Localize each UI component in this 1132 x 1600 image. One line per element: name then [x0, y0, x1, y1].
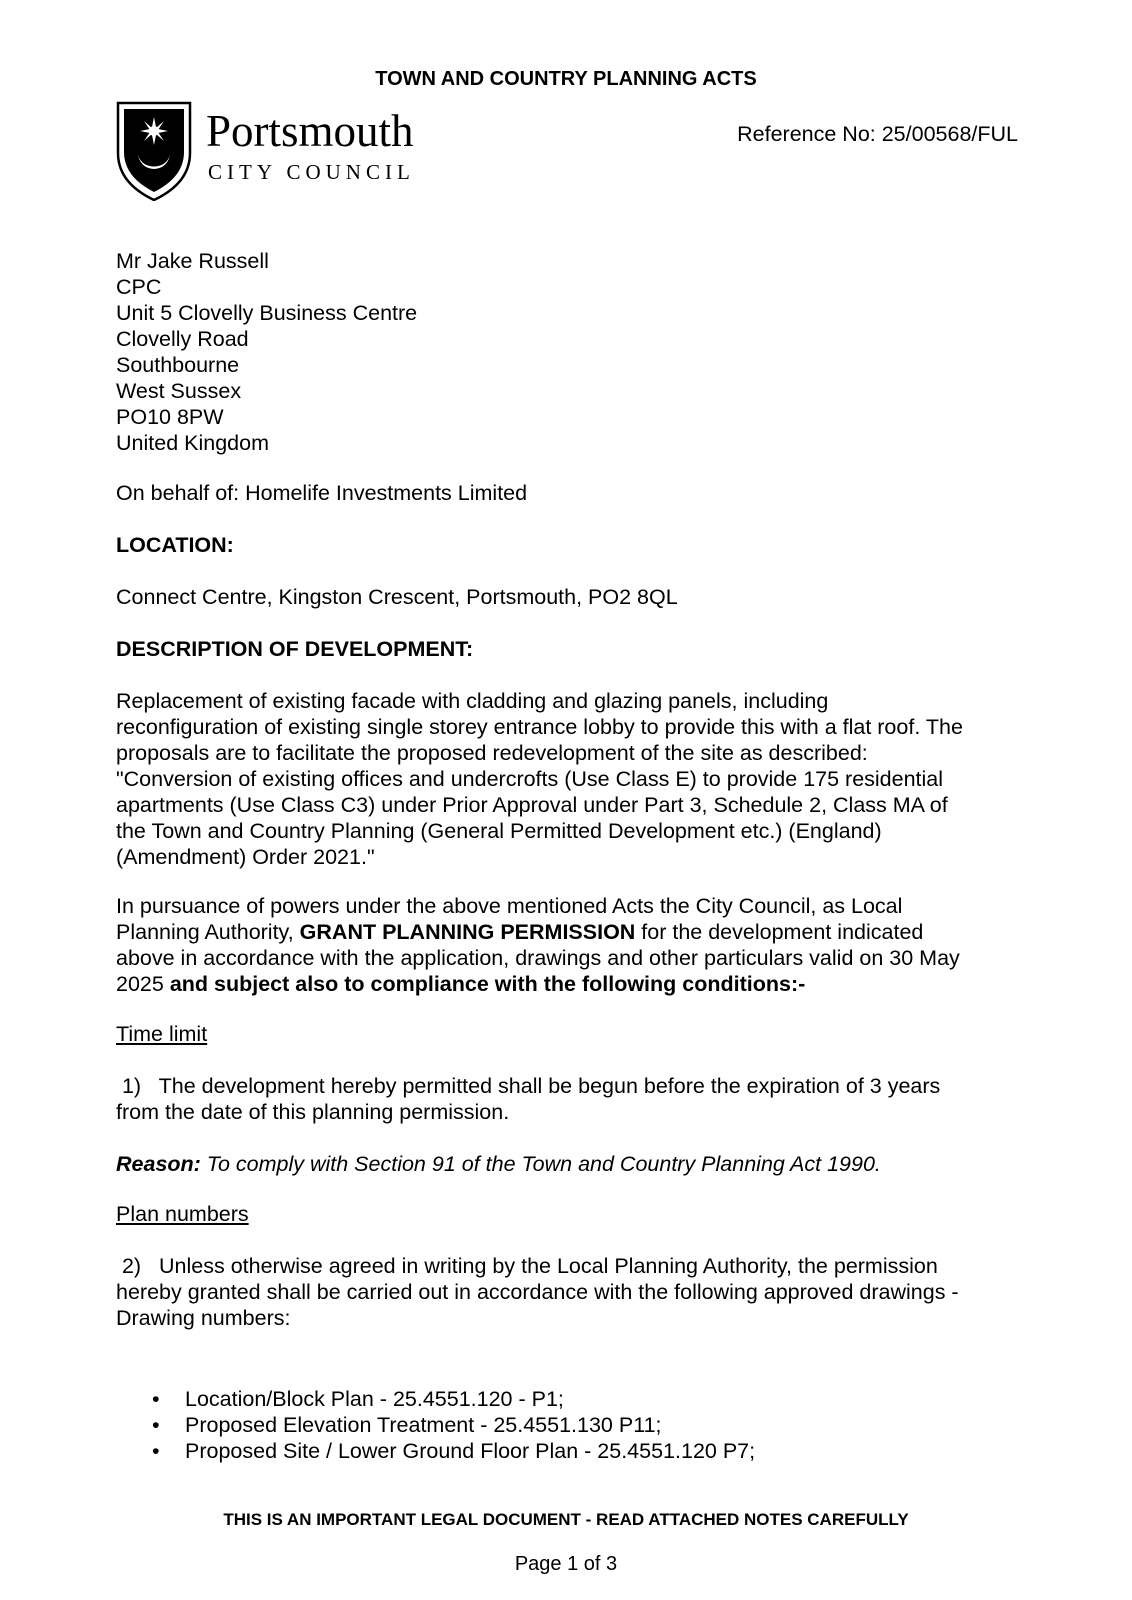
condition-1: [116, 1073, 940, 1125]
address-line: CPC: [116, 275, 162, 299]
address-line: Southbourne: [116, 353, 240, 377]
page-number: Page 1 of 3: [514, 1553, 618, 1575]
recipient-address: [116, 248, 417, 456]
logo-subtitle: CITY COUNCIL: [208, 160, 415, 184]
grant-line: In pursuance of powers under the above mentioned Acts the City Council, as Local: [116, 894, 903, 918]
description-line: (Amendment) Order 2021.": [116, 845, 375, 869]
on-behalf-of: On behalf of: Homelife Investments Limited: [116, 481, 528, 505]
shield-crest-icon: [116, 101, 456, 201]
grant-line: above in accordance with the application, drawings and other particulars valid on 30 May: [116, 946, 960, 970]
address-line: United Kingdom: [116, 431, 269, 455]
grant-line: 2025 and subject also to compliance with the following conditions:-: [116, 972, 806, 996]
description-line: Replacement of existing facade with cladding and glazing panels, including: [116, 689, 829, 713]
condition-line: hereby granted shall be carried out in accordance with the following approved drawings -: [116, 1280, 959, 1304]
address-line: West Sussex: [116, 379, 242, 403]
reason-1: Reason: To comply with Section 91 of the Town and Country Planning Act 1990.: [116, 1152, 881, 1176]
reference-number: Reference No: 25/00568/FUL: [737, 122, 1018, 146]
grant-line: Planning Authority, GRANT PLANNING PERMISSION for the development indicated: [116, 920, 924, 944]
list-item: • Proposed Site / Lower Ground Floor Plan - 25.4551.120 P7;: [152, 1438, 755, 1464]
list-item: • Location/Block Plan - 25.4551.120 - P1;: [152, 1386, 755, 1412]
description-line: "Conversion of existing offices and undercrofts (Use Class E) to provide 175 residential: [116, 767, 944, 791]
address-line: Clovelly Road: [116, 327, 249, 351]
address-line: PO10 8PW: [116, 405, 224, 429]
description-text: [116, 688, 963, 870]
condition-line: Drawing numbers:: [116, 1306, 291, 1330]
description-line: apartments (Use Class C3) under Prior Approval under Part 3, Schedule 2, Class MA of: [116, 793, 948, 817]
address-line: Unit 5 Clovelly Business Centre: [116, 301, 418, 325]
condition-line: 2) Unless otherwise agreed in writing by the Local Planning Authority, the permission: [116, 1254, 938, 1278]
location-text: Connect Centre, Kingston Crescent, Portsmouth, PO2 8QL: [116, 585, 678, 609]
legal-notice: THIS IS AN IMPORTANT LEGAL DOCUMENT - READ ATTACHED NOTES CAREFULLY: [223, 1510, 909, 1529]
plan-numbers-heading: Plan numbers: [116, 1202, 249, 1226]
description-line: the Town and Country Planning (General Permitted Development etc.) (England): [116, 819, 882, 843]
logo-wordmark: Portsmouth: [206, 106, 414, 156]
location-heading: LOCATION:: [116, 533, 234, 557]
address-line: Mr Jake Russell: [116, 249, 269, 273]
description-line: proposals are to facilitate the proposed redevelopment of the site as described:: [116, 741, 868, 765]
reason-label: Reason:: [116, 1152, 201, 1176]
list-item: • Proposed Elevation Treatment - 25.4551.130 P11;: [152, 1412, 755, 1438]
council-logo: [116, 101, 456, 201]
grant-paragraph: [116, 893, 960, 997]
grant-statement: GRANT PLANNING PERMISSION: [299, 920, 636, 944]
document-title: TOWN AND COUNTRY PLANNING ACTS: [375, 68, 757, 90]
condition-line: from the date of this planning permission.: [116, 1100, 510, 1124]
description-line: reconfiguration of existing single storey entrance lobby to provide this with a flat roof. The: [116, 715, 963, 739]
condition-line: 1) The development hereby permitted shall be begun before the expiration of 3 years: [116, 1074, 941, 1098]
time-limit-heading: Time limit: [116, 1022, 208, 1046]
conditions-statement: and subject also to compliance with the following conditions:-: [169, 972, 806, 996]
description-heading: DESCRIPTION OF DEVELOPMENT:: [116, 637, 474, 661]
condition-2: [116, 1253, 959, 1331]
drawings-list: [152, 1386, 755, 1464]
